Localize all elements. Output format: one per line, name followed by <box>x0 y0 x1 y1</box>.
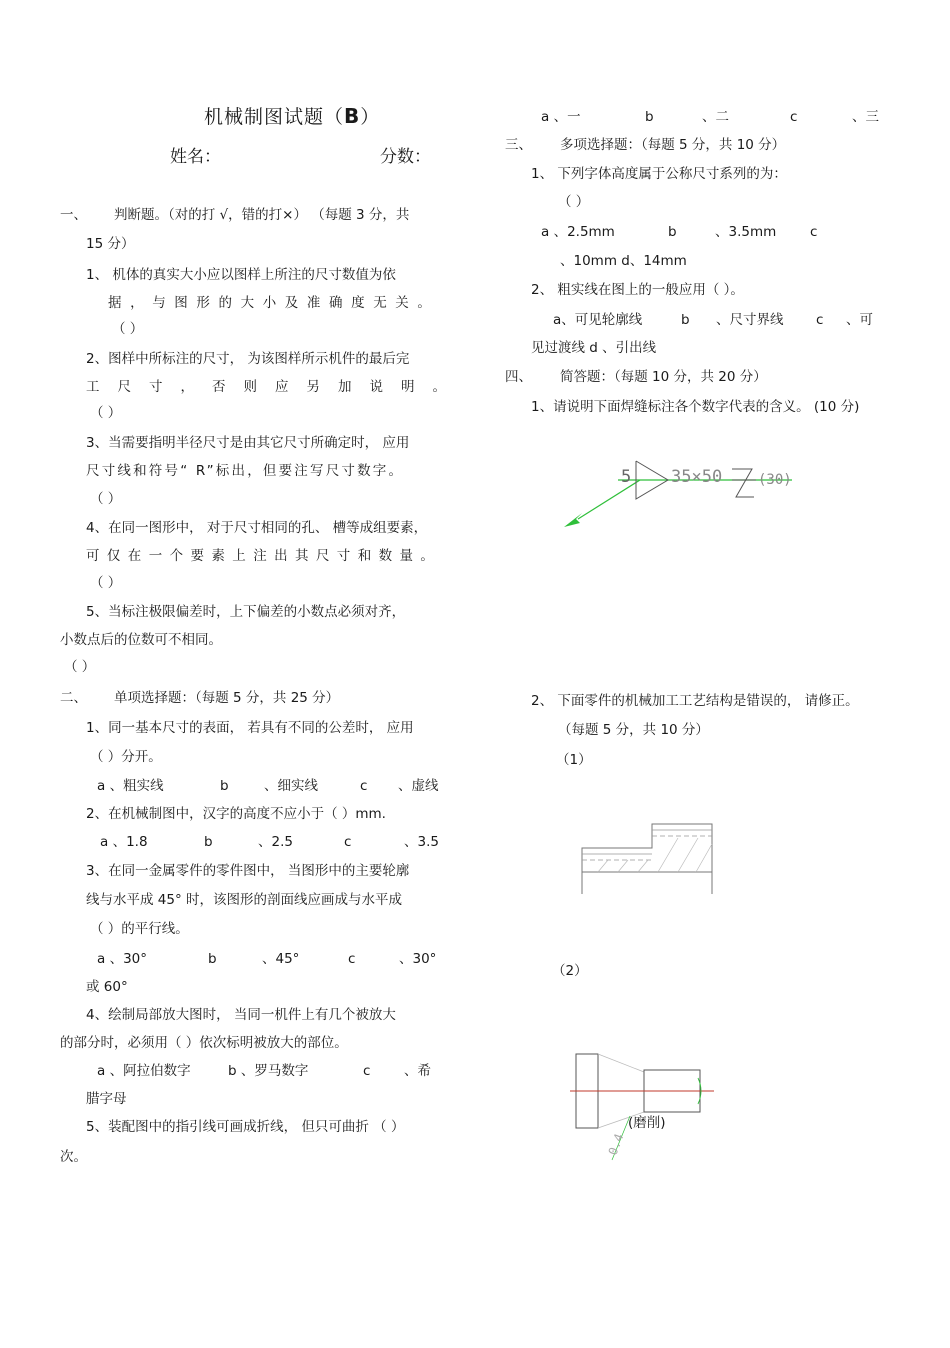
figure-2-shaft <box>568 1048 718 1168</box>
s2-q1-opt-b-text: 、细实线 <box>264 778 318 794</box>
s1-q4-line2: 可仅在一个要素上注出其尺寸和数量。 <box>86 548 442 564</box>
r-top-opt-a: a 、一 <box>541 109 581 125</box>
r-top-opt-b-text: 、二 <box>702 109 729 125</box>
s1-q3-line1: 3、当需要指明半径尺寸是由其它尺寸所确定时， 应用 <box>86 435 410 451</box>
fig2-label: （2） <box>552 963 588 979</box>
s2-q1-line2: （ ）分开。 <box>90 749 162 765</box>
s2-q4-line2: 的部分时，必须用（ ）依次标明被放大的部位。 <box>60 1035 348 1051</box>
title-text: 机械制图试题（ <box>204 106 345 128</box>
fig2-taper-top <box>598 1054 644 1072</box>
s3-q2-line: 2、 粗实线在图上的一般应用（ ）。 <box>531 282 744 298</box>
s2-q2-opt-a: a 、1.8 <box>100 834 148 850</box>
s1-q2-line2: 工尺寸，否则应另加说明。 <box>86 379 464 395</box>
s2-number: 二、 <box>60 690 87 706</box>
fig1-label: （1） <box>556 752 592 768</box>
fig2-grinding-note: (磨削) <box>628 1115 666 1131</box>
s1-q1-line1: 1、 机体的真实大小应以图样上所注的尺寸数值为依 <box>86 267 396 283</box>
s3-q2-opt-c: c <box>816 312 824 328</box>
s1-q5-line1: 5、当标注极限偏差时，上下偏差的小数点必须对齐， <box>86 604 406 620</box>
s1-q5-blank: （ ） <box>64 659 96 675</box>
s2-q1-opt-b: b <box>220 778 229 794</box>
fig1-hatching <box>598 838 712 872</box>
weld-leg-size: 5 <box>621 467 632 487</box>
s3-q1-opt-b-text: 、3.5mm <box>715 224 777 240</box>
s4-q2-line1: 2、 下面零件的机械加工工艺结构是错误的， 请修正。 <box>531 693 859 709</box>
s2-q5-line2: 次。 <box>60 1149 87 1165</box>
s1-heading-cont: 15 分） <box>86 236 135 252</box>
s2-q3-opt-a: a 、30° <box>97 951 147 967</box>
s2-q4-tail: 腊字母 <box>86 1091 127 1107</box>
s3-q1-blank: （ ） <box>558 194 590 210</box>
s2-q2-opt-c-text: 、3.5 <box>404 834 439 850</box>
s3-heading: 多项选择题：（每题 5 分，共 10 分） <box>560 137 786 153</box>
weld-zigzag-symbol <box>732 469 754 497</box>
s2-heading: 单项选择题：（每题 5 分，共 25 分） <box>114 690 340 706</box>
s2-q2-line: 2、在机械制图中，汉字的高度不应小于（ ）mm. <box>86 806 386 822</box>
s3-q1-opt-c: c <box>810 224 818 240</box>
s2-q3-opt-b-text: 、45° <box>262 951 300 967</box>
s2-q3-opt-b: b <box>208 951 217 967</box>
s2-q3-line3: （ ）的平行线。 <box>90 921 189 937</box>
s2-q4-opt-c: c <box>363 1063 371 1079</box>
s3-q2-opt-c-text: 、可 <box>846 312 873 328</box>
s2-q1-opt-c: c <box>360 778 368 794</box>
s2-q3-tail: 或 60° <box>86 979 128 995</box>
s1-q2-line1: 2、图样中所标注的尺寸， 为该图样所示机件的最后完 <box>86 351 410 367</box>
s3-q2-opt-b: b <box>681 312 690 328</box>
s2-q2-opt-c: c <box>344 834 352 850</box>
title-letter: B <box>344 104 361 128</box>
s1-number: 一、 <box>60 207 87 223</box>
s1-q3-line2: 尺寸线和符号“ R”标出，但要注写尺寸数字。 <box>86 463 405 479</box>
s2-q3-line1: 3、在同一金属零件的零件图中， 当图形中的主要轮廓 <box>86 863 410 879</box>
s1-q1-line2: 据，与图形的大小及准确度无关。 <box>108 295 440 311</box>
s1-q4-blank: （ ） <box>90 575 122 591</box>
s1-q5-line2: 小数点后的位数可不相同。 <box>60 632 222 648</box>
weld-arrowhead <box>564 513 582 527</box>
page-title <box>204 104 381 128</box>
s2-q2-opt-b-text: 、2.5 <box>258 834 293 850</box>
weld-length-spec: 35×50 <box>671 467 723 487</box>
fig2-roughness-value: 0.4 <box>605 1131 627 1158</box>
weld-symbol-figure <box>560 455 800 535</box>
s1-q1-blank: （ ） <box>112 321 144 337</box>
s2-q1-opt-a: a 、粗实线 <box>97 778 164 794</box>
s3-q1-opt-a: a 、2.5mm <box>541 224 615 240</box>
s3-q1-line1: 1、 下列字体高度属于公称尺寸系列的为： <box>531 166 787 182</box>
s4-q1-line: 1、请说明下面焊缝标注各个数字代表的含义。 (10 分) <box>531 399 860 415</box>
s2-q4-opt-c-text: 、希 <box>404 1063 431 1079</box>
s3-q1-tail: 、10mm d、14mm <box>560 253 687 269</box>
s1-heading: 判断题。（对的打 √，错的打×） （每题 3 分，共 <box>114 207 410 223</box>
figure-1-stepped-part <box>578 818 718 898</box>
fig1-outline <box>582 824 712 894</box>
s2-q1-opt-c-text: 、虚线 <box>398 778 439 794</box>
s2-q1-line1: 1、同一基本尺寸的表面， 若具有不同的公差时， 应用 <box>86 720 414 736</box>
s2-q3-opt-c-text: 、30° <box>399 951 437 967</box>
s2-q5-line1: 5、装配图中的指引线可画成折线， 但只可曲折 （ ） <box>86 1119 405 1135</box>
s4-number: 四、 <box>505 369 532 385</box>
s3-q2-opt-b-text: 、尺寸界线 <box>716 312 784 328</box>
s2-q3-line2: 线与水平成 45° 时，该图形的剖面线应画成与水平成 <box>86 892 403 908</box>
s4-heading: 简答题：（每题 10 分，共 20 分） <box>560 369 767 385</box>
s2-q4-opt-b: b 、罗马数字 <box>228 1063 309 1079</box>
s3-q2-tail: 见过渡线 d 、引出线 <box>531 340 657 356</box>
s1-q3-blank: （ ） <box>90 491 122 507</box>
r-top-opt-b: b <box>645 109 654 125</box>
title-close: ） <box>360 106 381 128</box>
weld-pitch: (30) <box>758 472 792 488</box>
name-label: 姓名： <box>170 147 221 167</box>
s2-q4-line1: 4、绘制局部放大图时， 当同一机件上有几个被放大 <box>86 1007 396 1023</box>
s1-q2-blank: （ ） <box>90 405 122 421</box>
r-top-opt-c: c <box>790 109 798 125</box>
s2-q3-opt-c: c <box>348 951 356 967</box>
r-top-opt-c-text: 、三 <box>852 109 879 125</box>
s4-q2-line2: （每题 5 分，共 10 分） <box>558 722 709 738</box>
s3-q2-opt-a: a、可见轮廓线 <box>553 312 643 328</box>
s1-q4-line1: 4、在同一图形中， 对于尺寸相同的孔、 槽等成组要素， <box>86 520 428 536</box>
s2-q4-opt-a: a 、阿拉伯数字 <box>97 1063 191 1079</box>
score-label: 分数： <box>380 147 431 167</box>
s2-q2-opt-b: b <box>204 834 213 850</box>
s3-q1-opt-b: b <box>668 224 677 240</box>
s3-number: 三、 <box>505 137 532 153</box>
